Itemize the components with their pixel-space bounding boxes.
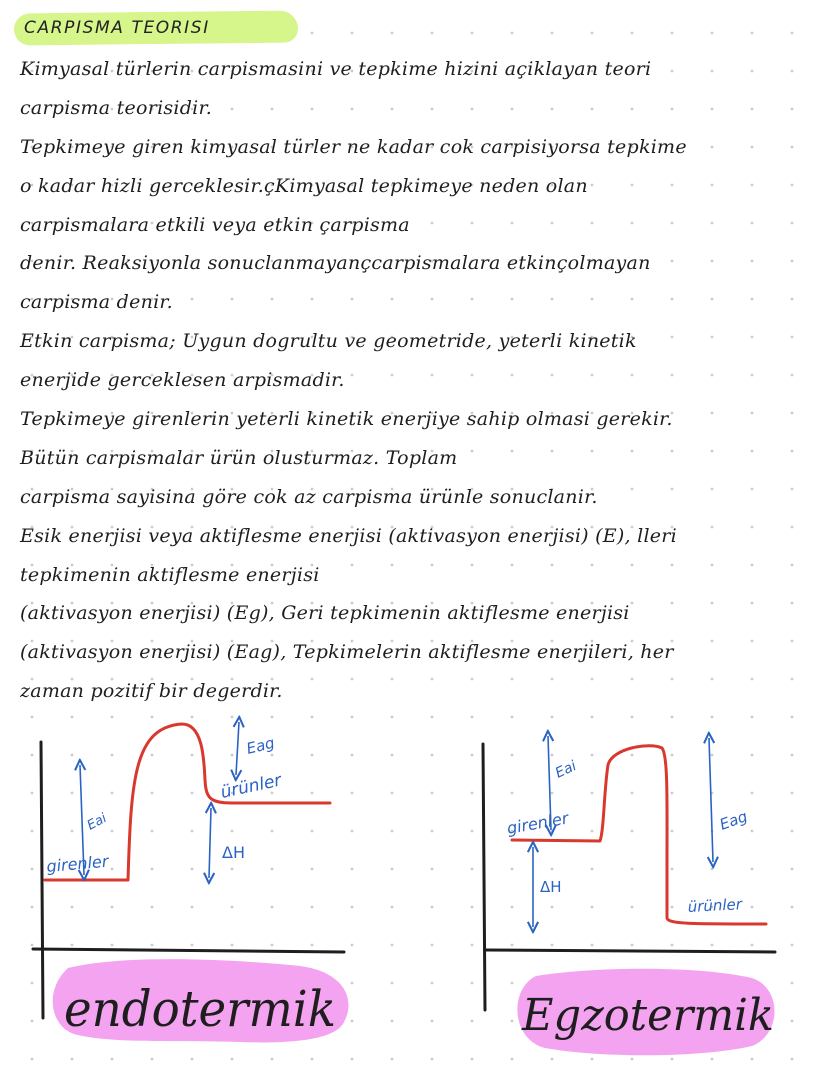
exo-type-label: Egzotermik [521, 990, 774, 1041]
exo-ea-label: Eai [552, 758, 580, 782]
page-title: CARPISMA TEORISI [24, 18, 210, 38]
endo-type-label: endotermik [64, 980, 336, 1038]
text-line: Etkin carpisma; Uygun dogrultu ve geometride, yeterli kinetik [20, 330, 637, 353]
exo-products-label: ürünler [687, 895, 743, 916]
text-line: carpisma teorisidir. [20, 96, 213, 119]
exo-x-axis [486, 950, 775, 952]
exo-eag-label: Eag [717, 807, 750, 834]
endo-products-label: ürünler [218, 770, 284, 803]
exo-eag-arrow [709, 738, 713, 862]
text-line: carpisma denir. [20, 291, 173, 314]
text-line: Bütün carpismalar ürün olusturmaz. Toplam [20, 446, 458, 469]
endo-y-axis [41, 742, 43, 1018]
text-line: Tepkimeye giren kimyasal türler ne kadar cok carpisiyorsa tepkime [20, 135, 687, 158]
text-line: o kadar hizli gerceklesir.çKimyasal tepkimeye neden olan [20, 174, 588, 197]
exo-y-axis [483, 744, 485, 1010]
exothermic-diagram [483, 736, 775, 1055]
endo-dh-label: ΔH [222, 843, 245, 862]
text-line: (aktivasyon enerjisi) (Eg), Geri tepkimenin aktiflesme enerjisi [20, 602, 630, 625]
endo-ea-label: Eai [84, 810, 110, 834]
text-line: Tepkimeye girenlerin yeterli kinetik enerjiye sahip olmasi gerekir. [20, 408, 673, 431]
endothermic-diagram [33, 722, 349, 1042]
text-line: (aktivasyon enerjisi) (Eag), Tepkimelerin aktiflesme enerjileri, her [20, 641, 674, 664]
text-line: enerjide gerceklesen arpismadir. [20, 369, 345, 392]
text-line: carpisma sayisina göre cok az carpisma ürünle sonuclanir. [20, 485, 598, 508]
endo-dh-arrow [209, 808, 211, 878]
endo-eag-label: Eag [244, 733, 277, 758]
exo-dh-label: ΔH [540, 878, 562, 896]
text-line: zaman pozitif bir degerdir. [20, 680, 283, 703]
text-line: denir. Reaksiyonla sonuclanmayançcarpismalara etkinçolmayan [20, 252, 651, 275]
exo-reactants-label: girenler [505, 808, 570, 838]
text-line: tepkimenin aktiflesme enerjisi [20, 563, 320, 586]
text-line: carpismalara etkili veya etkin çarpisma [20, 213, 410, 236]
endo-eag-arrow [236, 722, 239, 775]
endo-reactants-label: girenler [45, 851, 110, 876]
endo-x-axis [33, 949, 344, 952]
text-line: Esik enerjisi veya aktiflesme enerjisi (aktivasyon enerjisi) (E), lleri [20, 524, 677, 547]
text-line: Kimyasal türlerin carpismasini ve tepkime hizini açiklayan teori [20, 58, 652, 80]
